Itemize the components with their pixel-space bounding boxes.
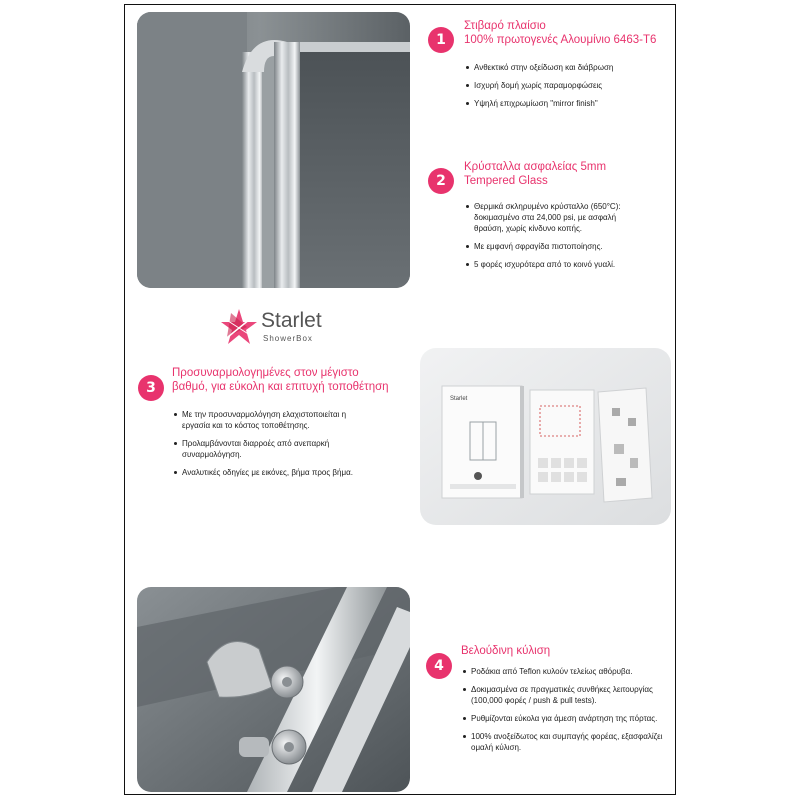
section-3-title [172, 366, 422, 394]
section-4-badge: 4 [426, 653, 452, 679]
brand-subtitle: ShowerBox [263, 334, 313, 343]
manual-cover-title: Starlet [450, 396, 468, 402]
list-item: 5 φορές ισχυρότερα από το κοινό γυαλί. [466, 259, 646, 270]
section-1-title [464, 19, 664, 47]
section-3-title-line-2: βαθμό, για εύκολη και επιτυχή τοποθέτηση [172, 381, 389, 393]
section-3-badge: 3 [138, 375, 164, 401]
star-logo-icon [217, 307, 261, 347]
list-item: Αναλυτικές οδηγίες με εικόνες, βήμα προς βήμα. [174, 467, 374, 478]
section-2-title [464, 160, 664, 188]
section-4-bullets [463, 666, 663, 760]
list-item: 100% ανοξείδωτος και συμπαγής φορέας, εξασφαλίζει ομαλή κύλιση. [463, 731, 663, 753]
section-2-bullets [466, 201, 646, 277]
list-item: Με εμφανή σφραγίδα πιστοποίησης. [466, 241, 646, 252]
section-1-title-line-2: 100% πρωτογενές Αλουμίνιο 6463-T6 [464, 34, 657, 46]
list-item: Υψηλή επιχρωμίωση "mirror finish" [466, 98, 666, 109]
section-2-badge: 2 [428, 168, 454, 194]
section-1-bullets [466, 62, 666, 116]
section-1-badge: 1 [428, 27, 454, 53]
frame-profile-photo [137, 12, 410, 288]
section-2-title-line-1: Κρύσταλλα ασφαλείας 5mm [464, 161, 607, 173]
section-4-title-line-1: Βελούδινη κύλιση [461, 645, 551, 657]
section-3-bullets [174, 409, 374, 485]
roller-mechanism-photo [137, 587, 410, 792]
list-item: Με την προσυναρμολόγηση ελαχιστοποιείται η εργασία και το κόστος τοποθέτησης. [174, 409, 374, 431]
list-item: Προλαμβάνονται διαρροές από ανεπαρκή συναρμολόγηση. [174, 438, 374, 460]
section-1-title-line-1: Στιβαρό πλαίσιο [464, 20, 546, 32]
list-item: Ροδάκια από Teflon κυλούν τελείως αθόρυβα. [463, 666, 663, 677]
list-item: Δοκιμασμένα σε πραγματικές συνθήκες λειτουργίας (100,000 φορές / push & pull tests). [463, 684, 663, 706]
list-item: Ρυθμίζονται εύκολα για άμεση ανάρτηση της πόρτας. [463, 713, 663, 724]
section-4-title [461, 644, 661, 658]
installation-manual-photo [420, 348, 671, 525]
list-item: Ισχυρή δομή χωρίς παραμορφώσεις [466, 80, 666, 91]
list-item: Ανθεκτικό στην οξείδωση και διάβρωση [466, 62, 666, 73]
section-3-title-line-1: Προσυναρμολογημένες στον μέγιστο [172, 367, 359, 379]
brand-name: Starlet [261, 309, 322, 332]
list-item: Θερμικά σκληρυμένο κρύσταλλο (650°C): δοκιμασμένο στα 24,000 psi, με ασφαλή θραύση, χωρίς κίνδυνο κοπής. [466, 201, 646, 234]
page-frame [124, 4, 676, 795]
section-2-title-line-2: Tempered Glass [464, 175, 548, 187]
starlet-logo [217, 305, 347, 349]
